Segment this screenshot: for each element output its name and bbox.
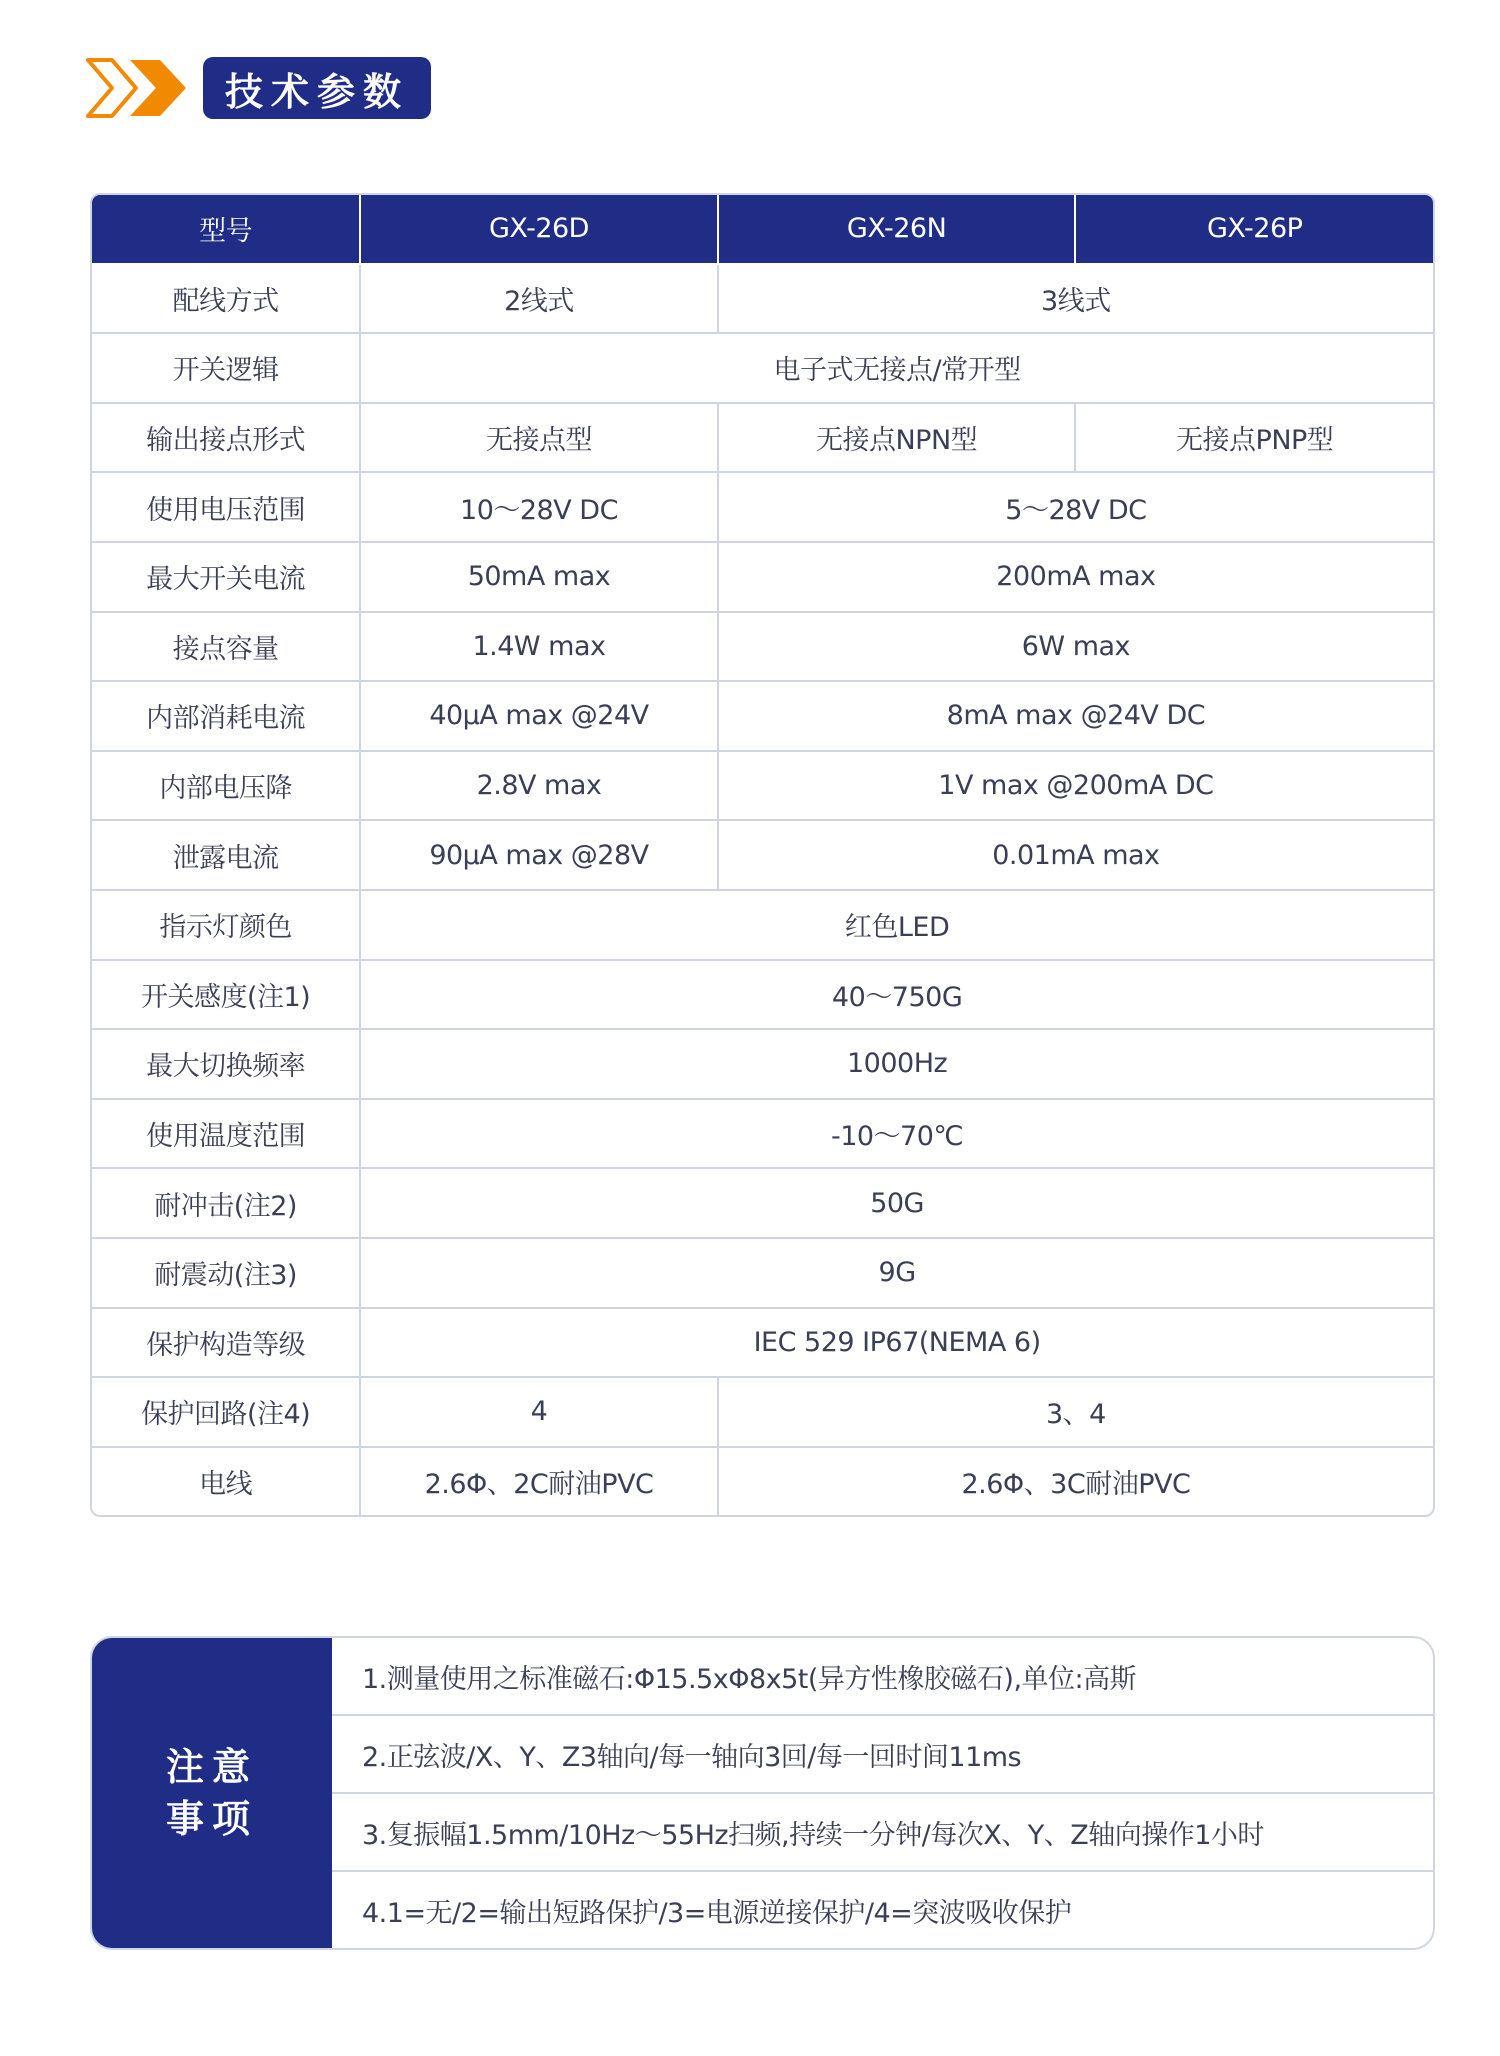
double-chevron-icon bbox=[86, 56, 191, 120]
notes-label-line: 事项 bbox=[165, 1797, 258, 1841]
table-row bbox=[92, 960, 1433, 1030]
table-cell: 无接点NPN型 bbox=[718, 403, 1076, 473]
row-label: 使用电压范围 bbox=[92, 472, 360, 542]
table-cell: 50G bbox=[360, 1168, 1433, 1238]
note-item: 4.1=无/2=输出短路保护/3=电源逆接保护/4=突波吸收保护 bbox=[362, 1897, 1072, 1929]
table-row bbox=[92, 1308, 1433, 1378]
table-row bbox=[92, 403, 1433, 473]
table-cell: 50mA max bbox=[360, 542, 718, 612]
table-row bbox=[92, 1238, 1433, 1308]
spec-table bbox=[90, 193, 1435, 1517]
table-cell: 2.6Φ、3C耐油PVC bbox=[961, 1468, 1191, 1500]
table-cell: 电子式无接点/常开型 bbox=[360, 333, 1433, 403]
notes-label-line: 注意 bbox=[165, 1745, 258, 1789]
table-cell: 40～750G bbox=[360, 960, 1433, 1030]
row-label: 保护回路(注4) bbox=[92, 1377, 360, 1447]
table-row bbox=[92, 820, 1433, 890]
table-cell: 2.6Φ、2C耐油PVC bbox=[360, 1447, 718, 1516]
table-cell: 1000Hz bbox=[360, 1029, 1433, 1099]
table-row bbox=[92, 1029, 1433, 1099]
row-label: 泄露电流 bbox=[92, 820, 360, 890]
row-label: 内部消耗电流 bbox=[92, 681, 360, 751]
row-label: 保护构造等级 bbox=[92, 1308, 360, 1378]
table-cell: 200mA max bbox=[718, 542, 1433, 612]
row-label: 最大开关电流 bbox=[92, 542, 360, 612]
table-cell: 40μA max @24V bbox=[360, 681, 718, 751]
row-label: 配线方式 bbox=[92, 264, 360, 334]
row-label: 接点容量 bbox=[92, 612, 360, 682]
note-item: 3.复振幅1.5mm/10Hz～55Hz扫频,持续一分钟/每次X、Y、Z轴向操作1小时 bbox=[332, 1794, 1433, 1872]
header-cell: GX-26P bbox=[1075, 195, 1433, 264]
table-row bbox=[92, 472, 1433, 542]
table-cell: 1.4W max bbox=[360, 612, 718, 682]
table-cell: 5～28V DC bbox=[718, 472, 1433, 542]
table-cell: 8mA max @24V DC bbox=[718, 681, 1433, 751]
table-row bbox=[92, 1377, 1433, 1447]
table-cell: 1V max @200mA DC bbox=[718, 751, 1433, 821]
row-label: 开关感度(注1) bbox=[92, 960, 360, 1030]
table-cell: 红色LED bbox=[360, 890, 1433, 960]
table-cell: 0.01mA max bbox=[718, 820, 1433, 890]
table-row bbox=[92, 542, 1433, 612]
table-cell: IEC 529 IP67(NEMA 6) bbox=[360, 1308, 1433, 1378]
table-row bbox=[92, 333, 1433, 403]
table-row bbox=[92, 1168, 1433, 1238]
table-row bbox=[92, 612, 1433, 682]
table-cell: 无接点型 bbox=[360, 403, 718, 473]
table-cell: 无接点PNP型 bbox=[1075, 403, 1433, 473]
table-cell: 2线式 bbox=[360, 264, 718, 334]
table-cell: 3线式 bbox=[718, 264, 1433, 334]
table-row bbox=[92, 1099, 1433, 1169]
notes-list bbox=[332, 1638, 1433, 1948]
row-label: 输出接点形式 bbox=[92, 403, 360, 473]
section-header bbox=[86, 56, 431, 120]
table-row bbox=[92, 890, 1433, 960]
note-item: 2.正弦波/X、Y、Z3轴向/每一轴向3回/每一回时间11ms bbox=[332, 1716, 1433, 1794]
table-header-row bbox=[92, 195, 1433, 264]
notes-label bbox=[92, 1638, 332, 1948]
row-label: 电线 bbox=[92, 1447, 360, 1516]
table-cell: -10～70℃ bbox=[360, 1099, 1433, 1169]
header-cell: GX-26D bbox=[360, 195, 718, 264]
row-label: 最大切换频率 bbox=[92, 1029, 360, 1099]
table-cell: 6W max bbox=[718, 612, 1433, 682]
table-cell: 3、4 bbox=[718, 1377, 1433, 1447]
table-row bbox=[92, 264, 1433, 334]
table-row bbox=[92, 681, 1433, 751]
row-label: 开关逻辑 bbox=[92, 333, 360, 403]
notes-panel bbox=[90, 1636, 1435, 1950]
row-label: 耐震动(注3) bbox=[92, 1238, 360, 1308]
table-cell: 9G bbox=[360, 1238, 1433, 1308]
table-cell: 2.8V max bbox=[360, 751, 718, 821]
row-label: 内部电压降 bbox=[92, 751, 360, 821]
section-title: 技术参数 bbox=[203, 57, 431, 119]
row-label: 使用温度范围 bbox=[92, 1099, 360, 1169]
table-cell: 10～28V DC bbox=[360, 472, 718, 542]
table-cell: 90μA max @28V bbox=[360, 820, 718, 890]
table-cell: 4 bbox=[360, 1377, 718, 1447]
header-cell: 型号 bbox=[92, 195, 360, 264]
table-row bbox=[92, 751, 1433, 821]
table-row bbox=[92, 1447, 1433, 1516]
row-label: 耐冲击(注2) bbox=[92, 1168, 360, 1238]
note-item: 1.测量使用之标准磁石:Φ15.5xΦ8x5t(异方性橡胶磁石),单位:高斯 bbox=[332, 1638, 1433, 1716]
header-cell: GX-26N bbox=[718, 195, 1076, 264]
row-label: 指示灯颜色 bbox=[92, 890, 360, 960]
